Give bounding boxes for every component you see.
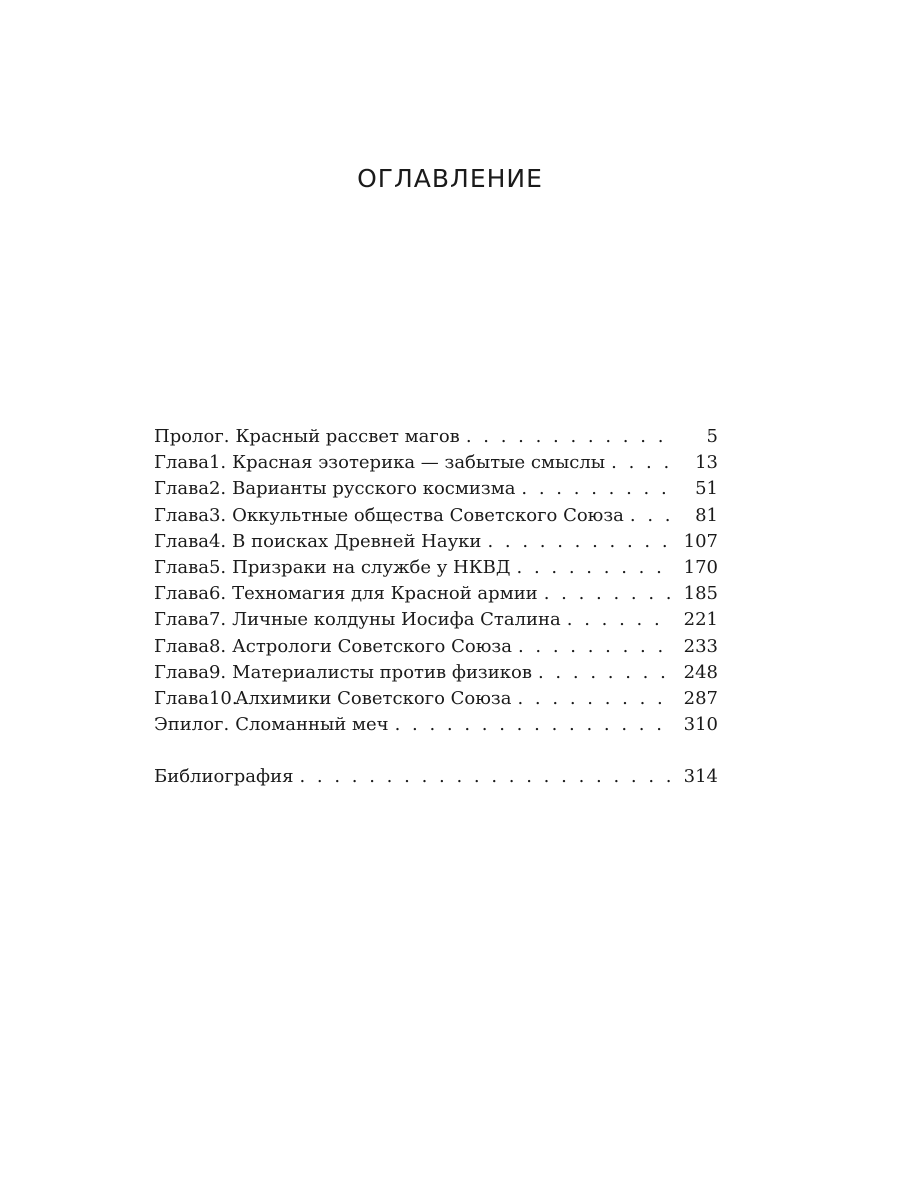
chapter-number: 5. xyxy=(208,557,227,579)
chapter-number: 4. xyxy=(208,530,227,552)
chapter-number: 6. xyxy=(208,583,227,605)
dot-leader xyxy=(567,607,670,633)
entry-title: Техномагия для Красной армии xyxy=(232,583,538,605)
toc-entry-chapter-10[interactable] xyxy=(154,686,718,712)
toc-entry-chapter-2[interactable] xyxy=(154,476,718,502)
page-number: 248 xyxy=(683,661,718,683)
dot-leader xyxy=(611,450,670,476)
entry-prefix: Глава xyxy=(154,661,209,683)
entry-prefix: Глава xyxy=(154,530,209,552)
page-number: 314 xyxy=(683,766,718,788)
table-of-contents xyxy=(154,424,718,791)
chapter-number: 8. xyxy=(208,635,227,657)
entry-title: Алхимики Советского Союза xyxy=(234,688,512,710)
toc-entry-chapter-7[interactable] xyxy=(154,607,718,633)
page-number: 170 xyxy=(683,557,718,579)
entry-title: Красная эзотерика — забытые смыслы xyxy=(232,452,606,474)
toc-entry-bibliography[interactable] xyxy=(154,764,718,790)
entry-prefix: Глава xyxy=(154,478,209,500)
page-number: 81 xyxy=(695,504,718,526)
toc-entry-chapter-4[interactable] xyxy=(154,529,718,555)
entry-title: Материалисты против физиков xyxy=(232,661,532,683)
dot-leader xyxy=(395,712,670,738)
entry-prefix: Глава xyxy=(154,504,209,526)
dot-leader xyxy=(487,529,670,555)
dot-leader xyxy=(518,634,670,660)
chapter-number: 2. xyxy=(208,478,227,500)
entry-title: В поисках Древней Науки xyxy=(232,530,482,552)
toc-entry-chapter-1[interactable] xyxy=(154,450,718,476)
entry-title: Красный рассвет магов xyxy=(235,426,460,447)
entry-title: Призраки на службе у НКВД xyxy=(232,557,511,579)
entry-title: Библиография xyxy=(154,766,294,788)
entry-title: Варианты русского космизма xyxy=(232,478,516,500)
toc-entry-chapter-5[interactable] xyxy=(154,555,718,581)
dot-leader xyxy=(517,686,670,712)
entry-prefix: Глава xyxy=(154,609,209,631)
page-title: ОГЛАВЛЕНИЕ xyxy=(357,164,543,193)
page-number: 221 xyxy=(683,609,718,631)
dot-leader xyxy=(544,581,670,607)
toc-entry-prologue[interactable] xyxy=(154,424,718,450)
dot-leader xyxy=(517,555,670,581)
page-number: 287 xyxy=(683,688,718,710)
toc-entry-chapter-6[interactable] xyxy=(154,581,718,607)
dot-leader xyxy=(521,476,670,502)
entry-prefix: Пролог. xyxy=(154,426,230,447)
toc-entry-epilogue[interactable] xyxy=(154,712,718,738)
dot-leader xyxy=(630,503,670,529)
entry-prefix: Глава xyxy=(154,635,209,657)
entry-title: Личные колдуны Иосифа Сталина xyxy=(232,609,561,631)
dot-leader xyxy=(466,424,670,450)
page-number: 233 xyxy=(683,635,718,657)
entry-prefix: Глава xyxy=(154,557,209,579)
page-number: 13 xyxy=(695,452,718,474)
entry-prefix: Глава xyxy=(154,688,209,710)
entry-prefix: Глава xyxy=(154,583,209,605)
page-number: 107 xyxy=(683,530,718,552)
toc-entry-chapter-8[interactable] xyxy=(154,634,718,660)
entry-title: Оккультные общества Советского Союза xyxy=(232,504,624,526)
toc-entry-chapter-9[interactable] xyxy=(154,660,718,686)
dot-leader xyxy=(538,660,670,686)
entry-title: Астрологи Советского Союза xyxy=(232,635,512,657)
dot-leader xyxy=(299,764,670,790)
chapter-number: 1. xyxy=(208,452,227,474)
toc-entry-chapter-3[interactable] xyxy=(154,503,718,529)
page-number: 5 xyxy=(706,426,718,447)
entry-title: Сломанный меч xyxy=(235,714,389,736)
page-number: 310 xyxy=(683,714,718,736)
chapter-number: 9. xyxy=(208,661,227,683)
page-number: 185 xyxy=(683,583,718,605)
entry-prefix: Эпилог. xyxy=(154,714,230,736)
chapter-number: 7. xyxy=(208,609,227,631)
chapter-number: 10. xyxy=(208,688,238,710)
entry-prefix: Глава xyxy=(154,452,209,474)
page-number: 51 xyxy=(695,478,718,500)
chapter-number: 3. xyxy=(208,504,227,526)
